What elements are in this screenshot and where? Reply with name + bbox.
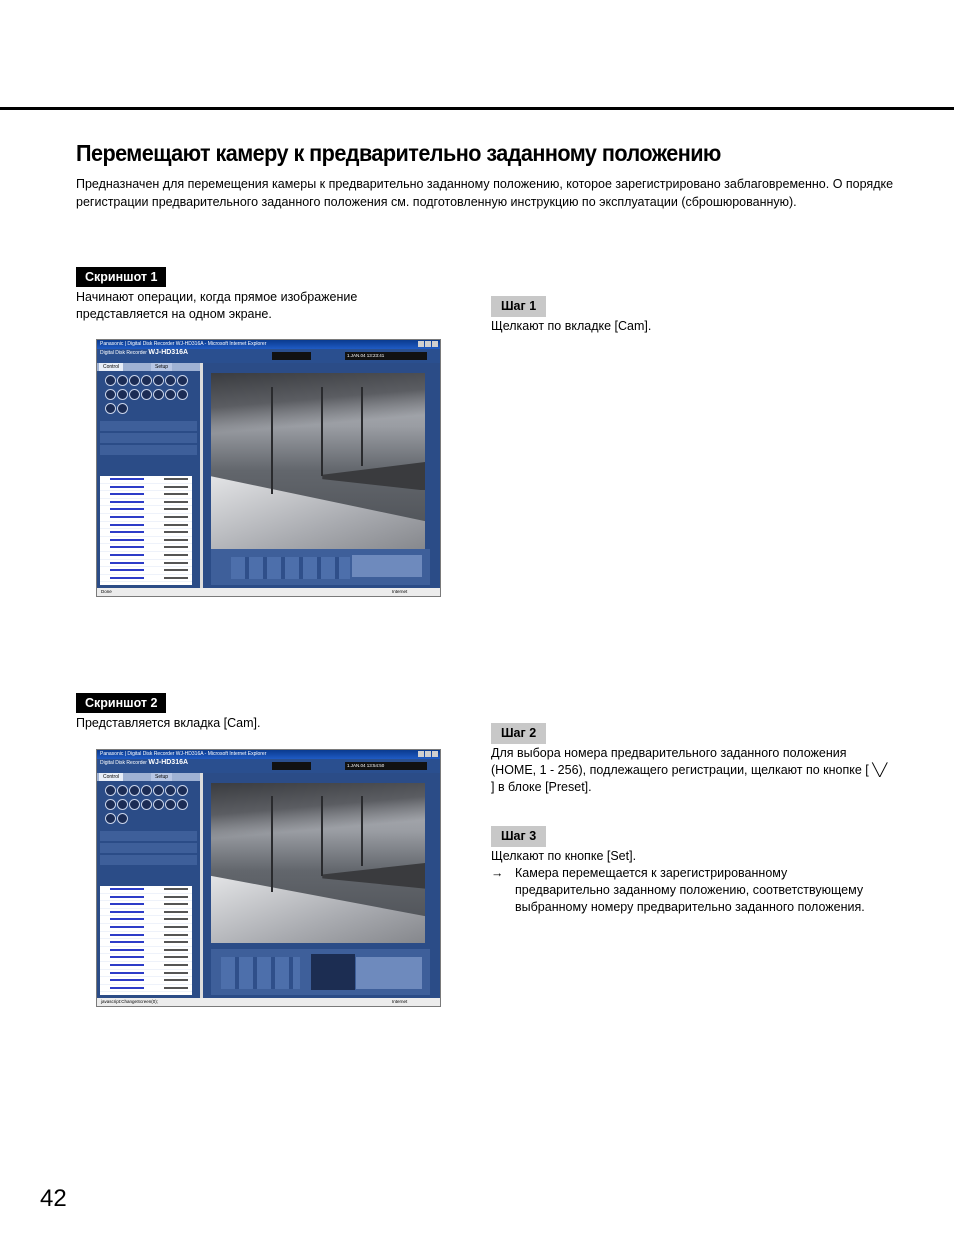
tab-setup[interactable]: Setup bbox=[151, 773, 172, 781]
screenshot2-image bbox=[96, 749, 441, 1007]
multiscreen-row[interactable] bbox=[100, 831, 197, 841]
tab-control[interactable]: Control bbox=[99, 773, 123, 781]
panel-tabs bbox=[97, 773, 200, 781]
step3-result bbox=[491, 865, 871, 916]
step2-label: Шаг 2 bbox=[491, 723, 546, 744]
screenshot1-image bbox=[96, 339, 441, 597]
event-log-list[interactable] bbox=[100, 476, 192, 585]
playback-buttons[interactable] bbox=[231, 557, 350, 579]
panel-tabs bbox=[97, 363, 200, 371]
tab-setup[interactable]: Setup bbox=[151, 363, 172, 371]
screenshot1-caption: Начинают операции, когда прямое изображение представляется на одном экране. bbox=[76, 290, 358, 321]
playback-controls[interactable] bbox=[211, 549, 430, 585]
browser-titlebar bbox=[97, 750, 440, 759]
camera-image bbox=[211, 783, 425, 943]
zoom-focus-buttons[interactable] bbox=[221, 957, 300, 989]
app-header bbox=[97, 759, 440, 773]
browser-title: Panasonic | Digital Disk Recorder WJ-HD316A - Microsoft Internet Explorer bbox=[100, 751, 267, 757]
screenshot1-label: Скриншот 1 bbox=[76, 267, 166, 287]
browser-statusbar: Done Internet bbox=[97, 588, 440, 596]
page-number: 42 bbox=[40, 1185, 67, 1212]
download-panel[interactable] bbox=[352, 555, 422, 577]
live-view-area bbox=[203, 363, 440, 588]
browser-titlebar bbox=[97, 340, 440, 349]
browser-statusbar: javascript:ChangeScreen(0); Internet bbox=[97, 998, 440, 1006]
tab-control[interactable]: Control bbox=[99, 363, 123, 371]
step2-text: Для выбора номера предварительного заданного положения (HOME, 1 - 256), подлежащего регистрации, щелкают по кнопке [ ╲╱ ] в блоке [Preset]. bbox=[491, 746, 888, 794]
app-brand: Digital Disk Recorder WJ-HD316A bbox=[100, 759, 189, 766]
screenshot2-caption: Представляется вкладка [Cam]. bbox=[76, 716, 261, 730]
intro-paragraph: Предназначен для перемещения камеры к предварительно заданному положению, которое зарегистрировано заблаговременно. О порядке регистрации предварительного заданного положения см. подготовленную инструкцию по эксплуатации (сброшюрованную). bbox=[76, 177, 894, 209]
clock-display: 1.JAN.04 13:23:41 bbox=[345, 352, 427, 360]
step3-result-text: Камера перемещается к зарегистрированному предварительно заданному положению, соответствующему выбранному номеру предварительно заданного положения. bbox=[515, 866, 865, 914]
step1-text: Щелкают по вкладке [Cam]. bbox=[491, 319, 652, 333]
pan-tilt-pad[interactable] bbox=[311, 954, 355, 990]
step1-label: Шаг 1 bbox=[491, 296, 546, 317]
display-box bbox=[272, 762, 311, 770]
control-panel bbox=[97, 773, 200, 998]
arrow-icon: → bbox=[491, 866, 504, 880]
app-brand: Digital Disk Recorder WJ-HD316A bbox=[100, 349, 189, 356]
camera-image bbox=[211, 373, 425, 551]
top-rule bbox=[0, 107, 954, 110]
camera-select-buttons[interactable] bbox=[97, 781, 200, 829]
step3-label: Шаг 3 bbox=[491, 826, 546, 847]
log-row[interactable] bbox=[100, 445, 197, 455]
clock-display: 1.JAN.04 13:54:50 bbox=[345, 762, 427, 770]
screenshot2-label: Скриншот 2 bbox=[76, 693, 166, 713]
camera-controls[interactable] bbox=[211, 949, 430, 995]
display-box bbox=[272, 352, 311, 360]
control-panel bbox=[97, 363, 200, 588]
search-row[interactable] bbox=[100, 433, 197, 443]
page-title: Перемещают камеру к предварительно заданному положению bbox=[76, 140, 721, 166]
event-log-list[interactable] bbox=[100, 886, 192, 995]
live-view-area bbox=[203, 773, 440, 998]
browser-title: Panasonic | Digital Disk Recorder WJ-HD316A - Microsoft Internet Explorer bbox=[100, 341, 267, 347]
app-header bbox=[97, 349, 440, 363]
log-row[interactable] bbox=[100, 855, 197, 865]
step3-text: Щелкают по кнопке [Set]. bbox=[491, 849, 637, 863]
camera-select-buttons[interactable] bbox=[97, 371, 200, 419]
preset-panel[interactable] bbox=[356, 957, 422, 989]
search-row[interactable] bbox=[100, 843, 197, 853]
multiscreen-row[interactable] bbox=[100, 421, 197, 431]
